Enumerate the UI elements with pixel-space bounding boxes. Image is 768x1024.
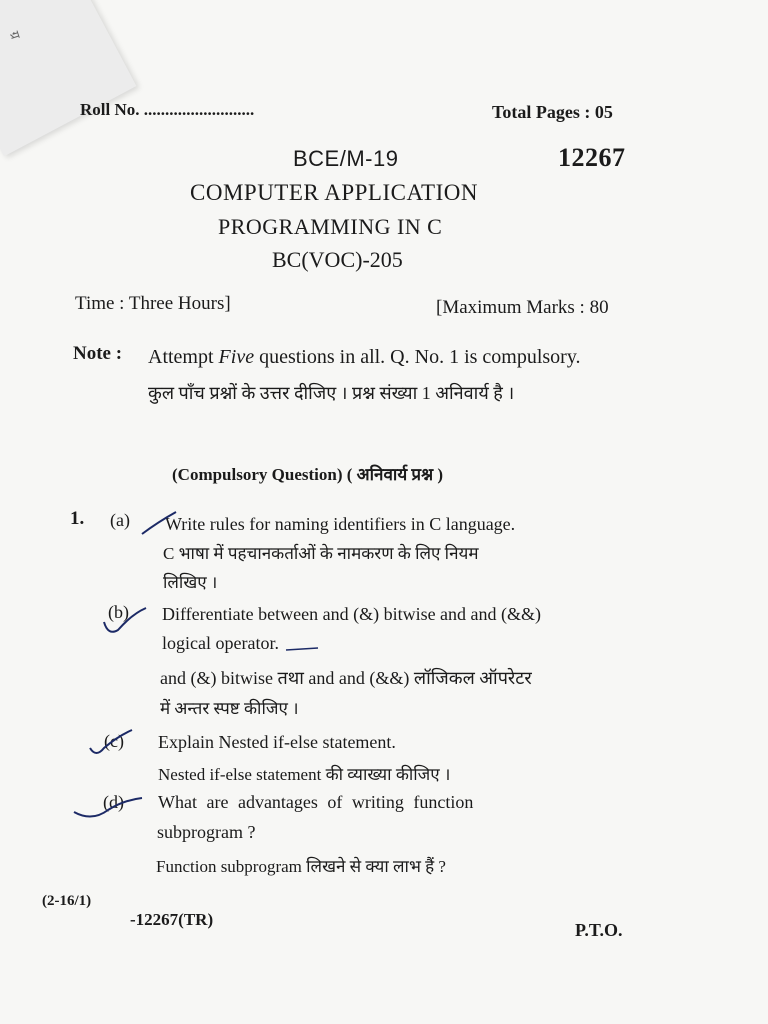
- maximum-marks: [Maximum Marks : 80: [436, 297, 609, 318]
- paper-title: PROGRAMMING IN C: [218, 214, 443, 239]
- part-c-label: (c): [104, 731, 124, 751]
- footer-code: (2-16/1): [42, 893, 92, 909]
- part-c-hindi: Nested if-else statement की व्याख्या कीजिए ।: [158, 765, 451, 784]
- note-english-emphasis: Five: [218, 346, 255, 368]
- part-a-hindi-2: लिखिए ।: [163, 573, 218, 592]
- part-d-english-1: What are advantages of writing function: [158, 792, 474, 812]
- folded-corner: [0, 0, 136, 156]
- part-d-hindi: Function subprogram लिखने से क्या लाभ हैं ?: [156, 857, 446, 876]
- note-english-prefix: Attempt: [148, 346, 219, 368]
- roll-number-field: Roll No. ..........................: [80, 100, 255, 119]
- part-a-hindi-1: C भाषा में पहचानकर्ताओं के नामकरण के लिए नियम: [163, 544, 479, 563]
- please-turn-over: P.T.O.: [575, 920, 623, 940]
- note-english-suffix: questions in all. Q. No. 1 is compulsory.: [254, 346, 581, 368]
- note-hindi: कुल पाँच प्रश्नों के उत्तर दीजिए । प्रश्न संख्या 1 अनिवार्य है ।: [148, 383, 515, 403]
- part-a-english: Write rules for naming identifiers in C language.: [165, 514, 516, 534]
- paper-number: 12267: [558, 143, 626, 172]
- total-pages: Total Pages : 05: [492, 102, 613, 122]
- part-b-label: (b): [108, 602, 129, 622]
- part-a-label: (a): [110, 510, 130, 530]
- exam-code: BCE/M-19: [293, 146, 399, 171]
- subject-title: COMPUTER APPLICATION: [190, 180, 478, 205]
- part-b-english-1: Differentiate between and (&) bitwise and and (&&): [162, 604, 542, 624]
- corner-text: ग्र: [6, 29, 24, 41]
- note-english: [148, 346, 581, 369]
- part-d-label: (d): [103, 792, 124, 812]
- question-number: 1.: [70, 508, 85, 529]
- part-d-english-2: subprogram ?: [157, 822, 256, 842]
- part-b-hindi-2: में अन्तर स्पष्ट कीजिए ।: [160, 699, 299, 718]
- footer-paper-code: -12267(TR): [130, 910, 214, 929]
- course-code: BC(VOC)-205: [272, 247, 403, 272]
- part-c-english: Explain Nested if-else statement.: [158, 732, 396, 752]
- note-label: Note :: [73, 343, 123, 364]
- part-b-hindi-1: and (&) bitwise तथा and and (&&) लॉजिकल ऑपरेटर: [160, 668, 532, 688]
- exam-time: Time : Three Hours]: [75, 293, 231, 314]
- part-b-english-2: logical operator.: [162, 633, 279, 653]
- compulsory-heading: (Compulsory Question) ( अनिवार्य प्रश्न ): [172, 465, 444, 484]
